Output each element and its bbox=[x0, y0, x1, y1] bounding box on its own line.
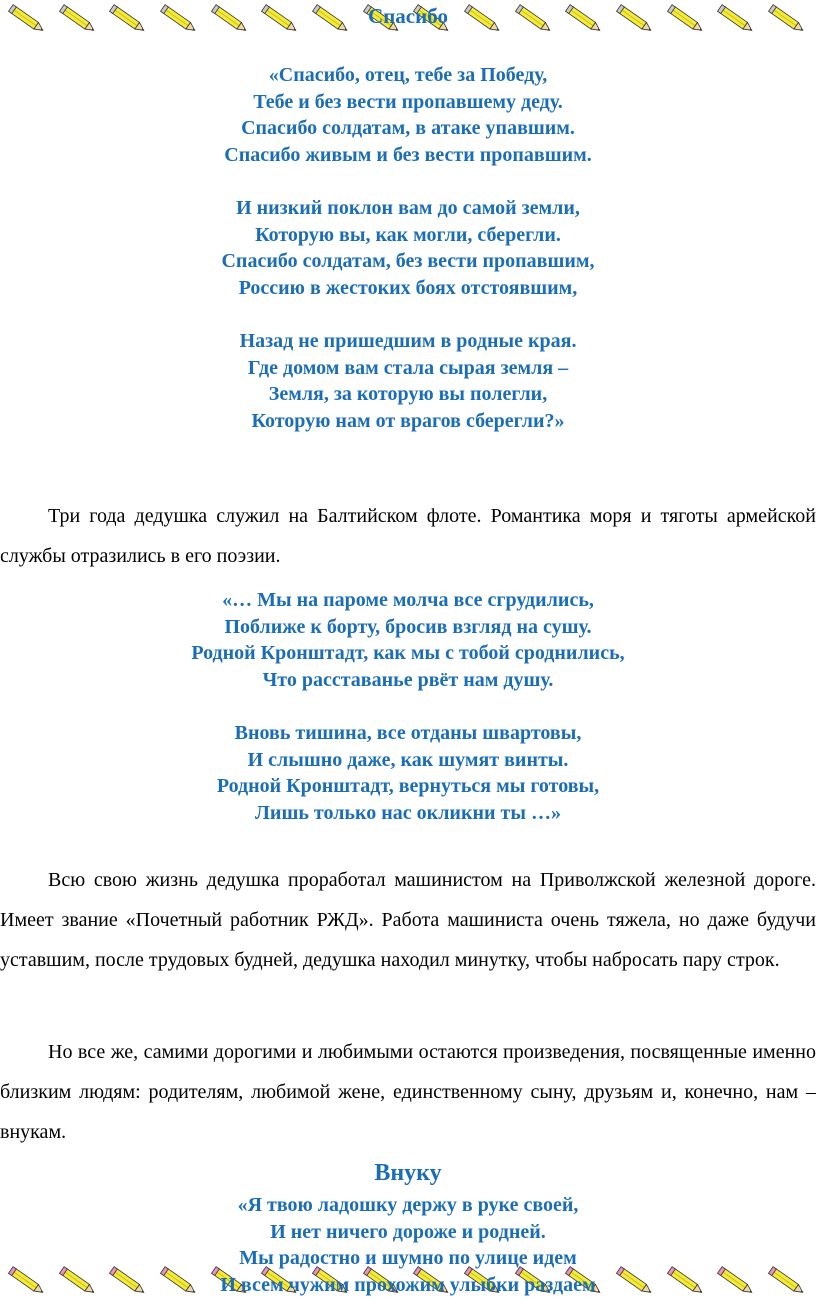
poem-line: «Спасибо, отец, тебе за Победу, bbox=[268, 64, 548, 86]
poem-line: Поближе к борту, бросив взгляд на сушу. bbox=[224, 615, 592, 638]
poem-line: Вновь тишина, все отданы швартовы, bbox=[234, 722, 582, 744]
paragraph-text: Всю свою жизнь дедушка проработал машинистом на Приволжской железной дороге. Имеет звание «Почетный работник РЖД». Работа машиниста очень тяжела, но даже будучи уставшим, после трудовых будней, дедушка находил минутку, чтобы набросать пару строк. bbox=[0, 869, 816, 971]
paragraph-text: Три года дедушка служил на Балтийском флоте. Романтика моря и тяготы армейской службы отразились в его поэзии. bbox=[0, 505, 816, 567]
paragraph-2 bbox=[0, 860, 816, 980]
poem-line: «Я твою ладошку держу в руке своей, bbox=[237, 1194, 579, 1216]
poem-line: Земля, за которую вы полегли, bbox=[268, 383, 548, 405]
poem-line: Спасибо солдатам, в атаке упавшим. bbox=[241, 117, 575, 139]
poem3 bbox=[0, 1192, 816, 1298]
poem1-title: Спасибо bbox=[368, 4, 448, 28]
poem-line: И нет ничего дороже и родней. bbox=[270, 1220, 546, 1243]
poem-line: Где домом вам стала сырая земля – bbox=[247, 356, 569, 379]
poem-line: Которую нам от врагов сберегли?» bbox=[251, 409, 565, 432]
poem-line: «… Мы на пароме молча все сгрудились, bbox=[222, 589, 594, 611]
poem-line: Родной Кронштадт, вернуться мы готовы, bbox=[216, 775, 600, 797]
poem-line: Мы радостно и шумно по улице идем bbox=[239, 1247, 577, 1269]
poem3-title: Внуку bbox=[374, 1160, 442, 1186]
poem2 bbox=[0, 587, 816, 826]
poem-line: И всем чужим прохожим улыбки раздаем bbox=[220, 1273, 596, 1296]
poem-line: Назад не пришедшим в родные края. bbox=[239, 330, 577, 352]
poem-line: Спасибо солдатам, без вести пропавшим, bbox=[221, 250, 595, 272]
poem-line: Тебе и без вести пропавшему деду. bbox=[253, 90, 563, 113]
poem-line: Спасибо живым и без вести пропавшим. bbox=[224, 143, 592, 166]
paragraph-1 bbox=[0, 496, 816, 576]
poem-line: Которую вы, как могли, сберегли. bbox=[255, 223, 561, 246]
poem-line: Лишь только нас окликни ты …» bbox=[255, 801, 561, 824]
poem-line: И слышно даже, как шумят винты. bbox=[247, 748, 569, 771]
poem-line: И низкий поклон вам до самой земли, bbox=[236, 197, 580, 219]
paragraph-text: Но все же, самими дорогими и любимыми остаются произведения, посвященные именно близким людям: родителям, любимой жене, единственному сыну, друзьям и, конечно, нам – внукам. bbox=[0, 1041, 816, 1143]
poem-line: Что расставанье рвёт нам душу. bbox=[262, 668, 554, 691]
poem-line: Родной Кронштадт, как мы с тобой сроднились, bbox=[191, 642, 625, 664]
poem1 bbox=[0, 62, 816, 434]
poem-line: Россию в жестоких боях отстоявшим, bbox=[238, 276, 578, 299]
paragraph-3 bbox=[0, 1032, 816, 1152]
